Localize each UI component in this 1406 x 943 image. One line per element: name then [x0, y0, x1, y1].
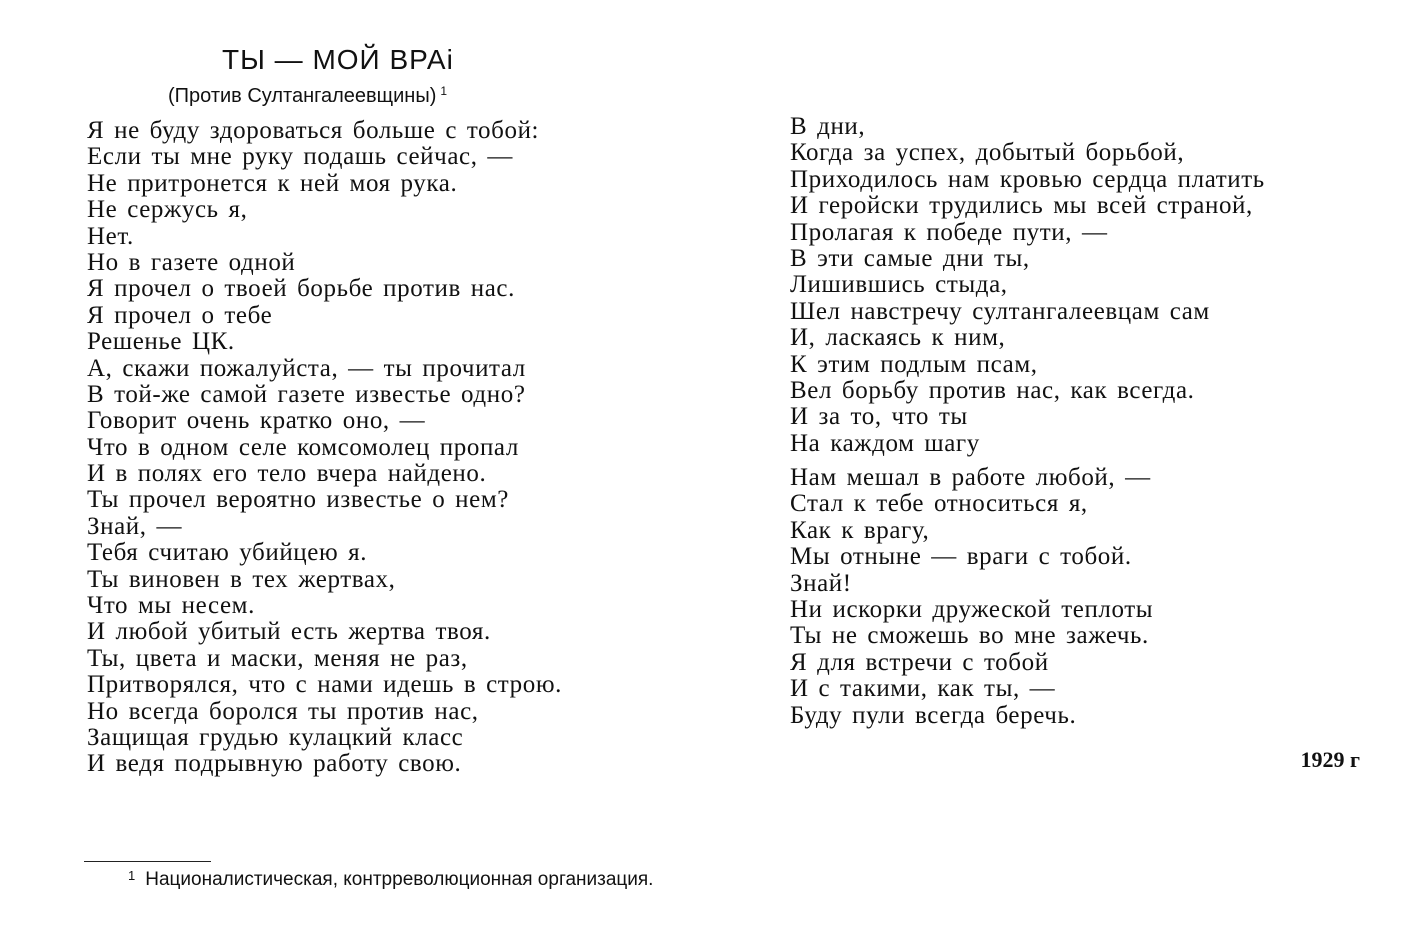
poem-line: Стал к тебе относиться я,	[790, 490, 1088, 518]
poem-subtitle	[168, 84, 447, 108]
poem-line: И, ласкаясь к ним,	[790, 324, 1006, 352]
footnote-mark: 1	[128, 868, 136, 883]
poem-line: Ты виновен в тех жертвах,	[87, 565, 396, 593]
poem-line: Я прочел о тебе	[87, 301, 273, 329]
poem-line: Знай, —	[87, 512, 183, 540]
subtitle-footnote-mark: 1	[440, 84, 448, 98]
poem-date: 1929 г	[1300, 747, 1360, 772]
poem-line: Лишившись стыда,	[790, 271, 1008, 299]
poem-line: А, скажи пожалуйста, — ты прочитал	[87, 354, 526, 382]
poem-line: Нет.	[87, 222, 134, 250]
poem-line: Тебя считаю убийцею я.	[87, 539, 368, 567]
poem-left-column	[87, 118, 562, 778]
poem-line: Не притронется к ней моя рука.	[87, 169, 458, 197]
poem-line: Нам мешал в работе любой, —	[790, 464, 1151, 492]
poem-line: И за то, что ты	[790, 403, 968, 431]
poem-line: Если ты мне руку подашь сейчас, —	[87, 143, 514, 171]
poem-line: Решенье ЦК.	[87, 328, 235, 356]
poem-line: Буду пули всегда беречь.	[790, 701, 1077, 729]
poem-line: Но всегда боролся ты против нас,	[87, 697, 479, 725]
poem-line: Защищая грудью кулацкий класс	[87, 723, 464, 751]
poem-line: Ни искорки дружеской теплоты	[790, 596, 1154, 624]
poem-line: Не сержусь я,	[87, 196, 248, 224]
poem-line: В дни,	[790, 113, 866, 140]
poem-line: Я прочел о твоей борьбе против нас.	[87, 275, 515, 303]
footnote-text: Националистическая, контрреволюционная организация.	[145, 869, 654, 890]
poem-line: И с такими, как ты, —	[790, 675, 1056, 703]
poem-line: Ты прочел вероятно известье о нем?	[87, 486, 509, 514]
poem-title: ТЫ — МОЙ ВРАi	[222, 44, 454, 75]
poem-line: Вел борьбу против нас, как всегда.	[790, 376, 1195, 404]
poem-line: Притворялся, что с нами идешь в строю.	[87, 671, 562, 699]
poem-line: Что мы несем.	[87, 592, 255, 620]
poem-line: Я для встречи с тобой	[790, 648, 1049, 676]
poem-line: И геройски трудились мы всей страной,	[790, 192, 1253, 220]
poem-line: Как к врагу,	[790, 516, 930, 544]
poem-line: Приходилось нам кровью сердца платить	[790, 165, 1265, 193]
poem-line: Но в газете одной	[87, 248, 296, 276]
poem-line: Когда за успех, добытый борьбой,	[790, 139, 1185, 167]
poem-line: И в полях его тело вчера найдено.	[87, 460, 487, 488]
poem-line: Что в одном селе комсомолец пропал	[87, 433, 519, 461]
poem-line: Я не буду здороваться больше с тобой:	[87, 117, 540, 144]
footnote-divider	[84, 861, 211, 862]
subtitle-text: (Против Султангалеевщины)	[168, 85, 437, 107]
poem-line: Мы отныне — враги с тобой.	[790, 543, 1132, 571]
poem-line: Ты не сможешь во мне зажечь.	[790, 622, 1149, 650]
poem-right-column	[790, 114, 1265, 729]
poem-line: На каждом шагу	[790, 429, 980, 457]
poem-line: В эти самые дни ты,	[790, 244, 1030, 272]
poem-line: Ты, цвета и маски, меняя не раз,	[87, 644, 468, 672]
poem-line: Говорит очень кратко оно, —	[87, 407, 426, 435]
poem-line: Знай!	[790, 569, 852, 597]
poem-line: К этим подлым псам,	[790, 350, 1038, 378]
poem-line: В той-же самой газете известье одно?	[87, 380, 526, 408]
footnote	[128, 868, 653, 891]
poem-line: И ведя подрывную работу свою.	[87, 750, 462, 778]
poem-line: Шел навстречу султангалеевцам сам	[790, 297, 1210, 325]
poem-line: И любой убитый есть жертва твоя.	[87, 618, 491, 646]
poem-line: Пролагая к победе пути, —	[790, 218, 1108, 246]
